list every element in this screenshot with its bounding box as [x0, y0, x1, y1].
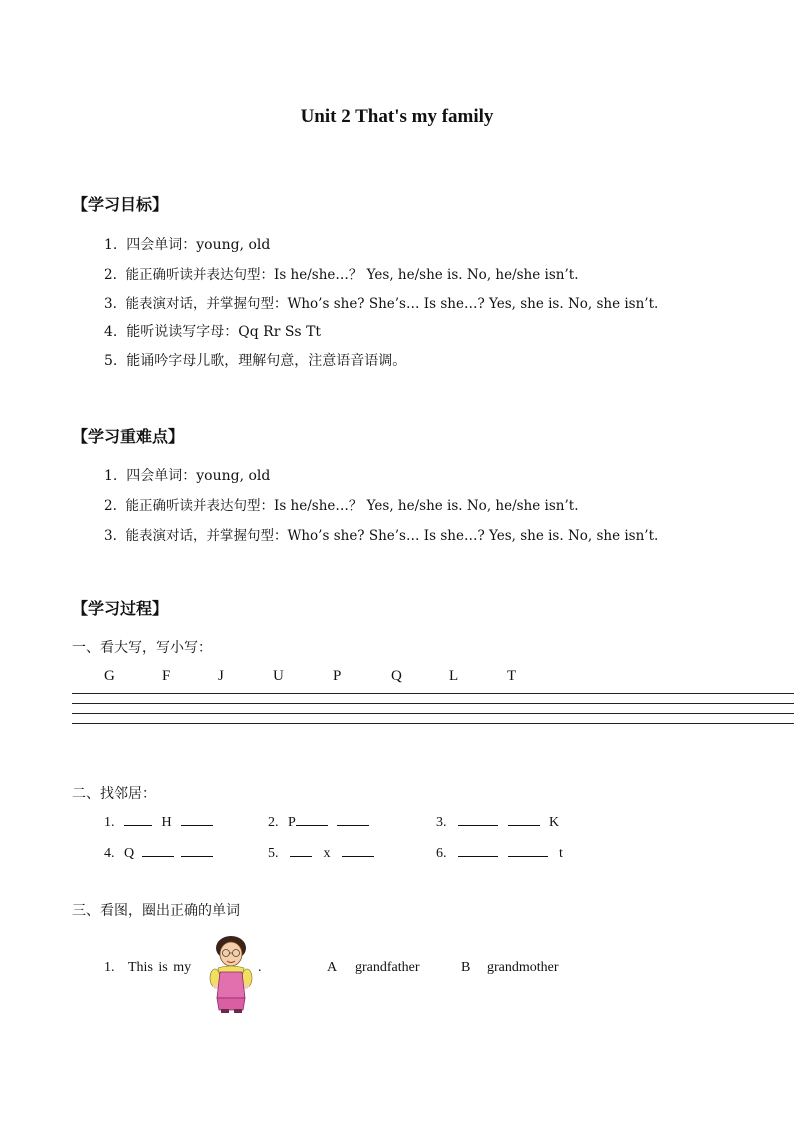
- neighbor-item-number: 2.: [268, 815, 279, 830]
- neighbor-item-number: 6.: [436, 846, 447, 861]
- goal-item: [104, 321, 321, 341]
- answer-blank[interactable]: [296, 813, 328, 826]
- part2-title: 二、找邻居：: [72, 786, 156, 802]
- question-end: .: [258, 960, 262, 975]
- uppercase-letter: J: [218, 668, 224, 684]
- uppercase-letter: G: [104, 668, 115, 684]
- answer-blank[interactable]: [508, 813, 540, 826]
- neighbor-item-number: 1.: [104, 815, 115, 830]
- uppercase-letter: F: [162, 668, 171, 684]
- keypoint-item-number: 2.: [104, 498, 117, 514]
- goal-item-number: 4.: [104, 324, 118, 340]
- goal-item-text: 能诵吟字母儿歌，理解句意，注意语音语调。: [126, 353, 407, 369]
- writing-line: [72, 723, 794, 724]
- neighbor-item: [436, 813, 559, 831]
- uppercase-letter: L: [449, 668, 459, 684]
- goal-item-number: 5.: [104, 353, 118, 369]
- neighbor-letter: t: [559, 846, 563, 861]
- answer-blank[interactable]: [124, 813, 152, 826]
- neighbor-item: [104, 813, 213, 831]
- answer-blank[interactable]: [508, 844, 548, 857]
- keypoint-item: [104, 465, 270, 485]
- neighbor-letter: K: [549, 815, 560, 830]
- uppercase-letter: Q: [391, 668, 402, 684]
- goal-item-text: 四会单词：young, old: [126, 237, 271, 253]
- page-title: Unit 2 That's my family: [300, 106, 494, 127]
- uppercase-letter: P: [333, 668, 342, 684]
- goal-item: [104, 263, 578, 283]
- part1-title: 一、看大写，写小写：: [72, 640, 212, 656]
- neighbor-letter: H: [161, 815, 172, 830]
- neighbor-item: [104, 844, 213, 862]
- keypoint-item-number: 3.: [104, 528, 117, 544]
- answer-blank[interactable]: [342, 844, 374, 857]
- goal-item-text: 能表演对话，并掌握句型：Who’s she? She’s… Is she…? Yes, she is. No, she isn’t.: [125, 296, 659, 312]
- option-a-letter: A: [327, 960, 338, 975]
- answer-blank[interactable]: [181, 844, 213, 857]
- part3-title: 三、看图，圈出正确的单词: [72, 903, 240, 919]
- goal-item-text: 能正确听读并表达句型：Is he/she…？ Yes, he/she is. No, he/she isn’t.: [125, 267, 579, 283]
- uppercase-letter-row: [0, 668, 794, 688]
- goals-heading: 【学习目标】: [72, 195, 169, 214]
- uppercase-letter: T: [507, 668, 517, 684]
- keypoint-item-number: 1.: [104, 468, 118, 484]
- neighbor-item-number: 4.: [104, 846, 115, 861]
- keypoint-item-text: 能正确听读并表达句型：Is he/she…？ Yes, he/she is. No, he/she isn’t.: [125, 498, 579, 514]
- neighbor-item-number: 5.: [268, 846, 279, 861]
- keypoints-heading: 【学习重难点】: [72, 427, 185, 446]
- neighbor-item: [436, 844, 563, 862]
- answer-blank[interactable]: [142, 844, 174, 857]
- writing-line: [72, 713, 794, 714]
- goal-item-text: 能听说读写字母：Qq Rr Ss Tt: [126, 324, 322, 340]
- goal-item-number: 2.: [104, 267, 117, 283]
- option-a[interactable]: grandfather: [355, 960, 420, 975]
- neighbor-letter: P: [288, 815, 296, 830]
- writing-line: [72, 693, 794, 694]
- process-heading: 【学习过程】: [72, 599, 169, 618]
- answer-blank[interactable]: [181, 813, 213, 826]
- question-number: 1.: [104, 960, 115, 975]
- question-stem: This is my: [128, 960, 192, 975]
- uppercase-letter: U: [273, 668, 284, 684]
- goal-item-number: 3.: [104, 296, 117, 312]
- neighbor-item: [268, 844, 374, 862]
- keypoint-item-text: 能表演对话，并掌握句型：Who’s she? She’s… Is she…? Yes, she is. No, she isn’t.: [125, 528, 659, 544]
- answer-blank[interactable]: [290, 844, 312, 857]
- answer-blank[interactable]: [458, 813, 498, 826]
- neighbor-letter: Q: [124, 846, 135, 861]
- writing-line: [72, 703, 794, 704]
- neighbor-item-number: 3.: [436, 815, 447, 830]
- answer-blank[interactable]: [337, 813, 369, 826]
- option-b-letter: B: [461, 960, 471, 975]
- goal-item: [104, 350, 406, 370]
- goal-item-number: 1.: [104, 237, 118, 253]
- keypoint-item: [104, 524, 658, 544]
- keypoint-item-text: 四会单词：young, old: [126, 468, 271, 484]
- neighbor-letter: x: [323, 846, 331, 861]
- keypoint-item: [104, 494, 578, 514]
- answer-blank[interactable]: [458, 844, 498, 857]
- grandmother-illustration: [207, 934, 257, 1014]
- goal-item: [104, 292, 658, 312]
- goal-item: [104, 234, 270, 254]
- neighbor-item: [268, 813, 369, 831]
- option-b[interactable]: grandmother: [487, 960, 559, 975]
